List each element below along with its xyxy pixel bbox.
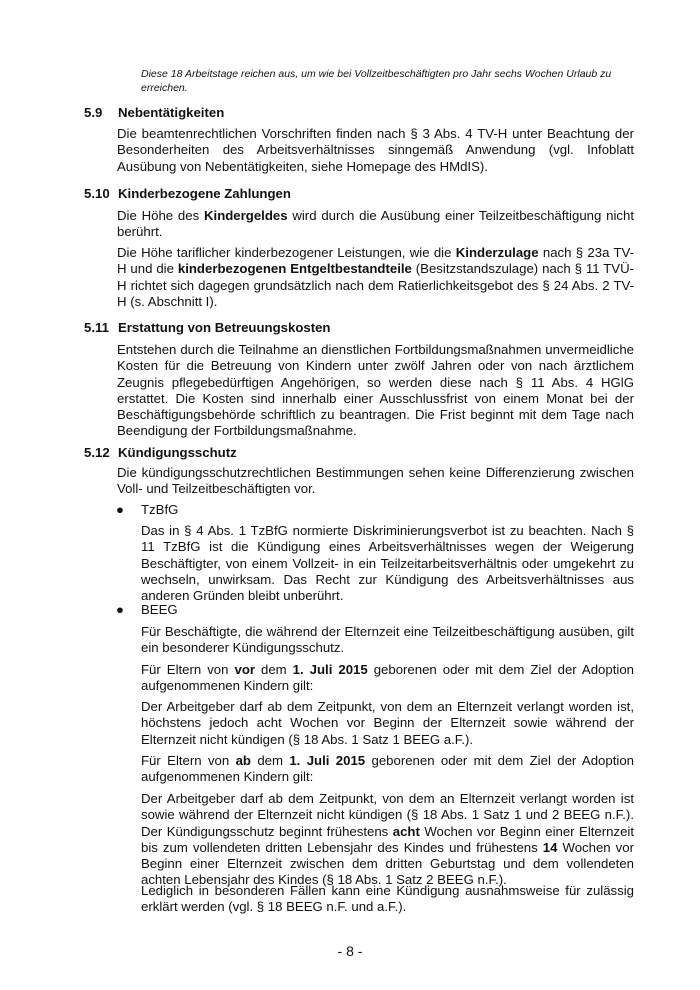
paragraph-kuendigungsschutz: Die kündigungsschutzrechtlichen Bestimmungen sehen keine Differenzierung zwischen Voll- und Teilzeitbeschäftigten vor.	[117, 465, 634, 497]
section-title: Kinderbezogene Zahlungen	[118, 186, 291, 201]
section-number: 5.11	[84, 320, 109, 335]
paragraph-kindergeld: Die Höhe des Kindergeldes wird durch die Ausübung einer Teilzeitbeschäftigung nicht berührt.	[117, 208, 634, 240]
paragraph-betreuungskosten: Entstehen durch die Teilnahme an dienstlichen Fortbildungsmaßnahmen unvermeidliche Kosten für die Betreuung von Kindern unter zwölf Jahren oder von nach ärztlichem Zeugnis pflegebedürftigen Angehörigen, so werden diese nach § 11 Abs. 4 HGlG erstattet. Die Kosten sind innerhalb einer Ausschlussfrist von einem Monat bei der Beschäftigungsbehörde schriftlich zu beantragen. Die Frist beginnt mit dem Tage nach Beendigung der Fortbildungsmaßnahme.	[117, 342, 634, 439]
paragraph-beeg-vor: Für Eltern von vor dem 1. Juli 2015 geborenen oder mit dem Ziel der Adoption aufgenommenen Kindern gilt:	[141, 662, 634, 694]
paragraph-beeg-ausnahme: Lediglich in besonderen Fällen kann eine Kündigung ausnahmsweise für zulässig erklärt werden (vgl. § 18 BEEG n.F. und a.F.).	[141, 883, 634, 915]
section-title: Nebentätigkeiten	[118, 105, 225, 120]
section-heading-5-12	[84, 445, 237, 461]
paragraph-kinderzulage: Die Höhe tariflicher kinderbezogener Leistungen, wie die Kinderzulage nach § 23a TV-H und die kinderbezogenen Entgeltbestandteile (Besitzstandszulage) nach § 11 TVÜ-H richtet sich dagegen grundsätzlich nach dem Ratierlichkeitsgebot des § 24 Abs. 2 TV-H (s. Abschnitt I).	[117, 245, 635, 309]
bullet-label-beeg: BEEG	[141, 602, 178, 617]
paragraph-beeg-ab: Für Eltern von ab dem 1. Juli 2015 geborenen oder mit dem Ziel der Adoption aufgenommenen Kindern gilt:	[141, 753, 634, 785]
bullet-icon: ●	[116, 602, 124, 617]
paragraph-beeg-af: Der Arbeitgeber darf ab dem Zeitpunkt, von dem an Elternzeit verlangt worden ist, höchstens jedoch acht Wochen vor Beginn der Elternzeit sowie während der Elternzeit nicht kündigen (§ 18 Abs. 1 Satz 1 BEEG a.F.).	[141, 699, 634, 747]
bullet-icon: ●	[116, 502, 124, 517]
paragraph-beeg-nf: Der Arbeitgeber darf ab dem Zeitpunkt, von dem an Elternzeit verlangt worden ist sowie während der Elternzeit nicht kündigen (§ 18 Abs. 1 Satz 1 und 2 BEEG n.F.). Der Kündigungsschutz beginnt frühestens acht Wochen vor Beginn einer Elternzeit bis zum vollendeten dritten Lebensjahr des Kindes und frühestens 14 Wochen vor Beginn einer Elternzeit zwischen dem dritten Geburtstag und dem vollendeten achten Lebensjahr des Kindes (§ 18 Abs. 1 Satz 2 BEEG n.F.).	[141, 791, 634, 888]
section-heading-5-11	[84, 320, 331, 336]
section-number: 5.9	[84, 105, 103, 120]
section-heading-5-9	[84, 105, 224, 121]
intro-note: Diese 18 Arbeitstage reichen aus, um wie bei Vollzeitbeschäftigten pro Jahr sechs Wochen Urlaub zu erreichen.	[141, 68, 612, 94]
section-number: 5.12	[84, 445, 110, 460]
section-title: Erstattung von Betreuungskosten	[118, 320, 331, 335]
section-title: Kündigungsschutz	[118, 445, 237, 460]
section-heading-5-10	[84, 186, 291, 202]
paragraph-beeg-intro: Für Beschäftigte, die während der Elternzeit eine Teilzeitbeschäftigung ausüben, gilt ein besonderer Kündigungsschutz.	[141, 624, 634, 656]
bullet-label-tzbfg: TzBfG	[141, 502, 179, 517]
paragraph-nebentaetigkeiten: Die beamtenrechtlichen Vorschriften finden nach § 3 Abs. 4 TV-H unter Beachtung der Besonderheiten des Arbeitsverhältnisses sinngemäß Anwendung (vgl. Infoblatt Ausübung von Nebentätigkeiten, siehe Homepage des HMdIS).	[117, 126, 634, 174]
page-number: - 8 -	[337, 943, 363, 959]
section-number: 5.10	[84, 186, 110, 201]
paragraph-tzbfg: Das in § 4 Abs. 1 TzBfG normierte Diskriminierungsverbot ist zu beachten. Nach § 11 TzBfG ist die Kündigung eines Arbeitsverhältnisses wegen der Weigerung Beschäftigter, von einem Vollzeit- in ein Teilzeitarbeitsverhältnis oder umgekehrt zu wechseln, unwirksam. Das Recht zur Kündigung des Arbeitsverhältnisses aus anderen Gründen bleibt unberührt.	[141, 523, 634, 604]
